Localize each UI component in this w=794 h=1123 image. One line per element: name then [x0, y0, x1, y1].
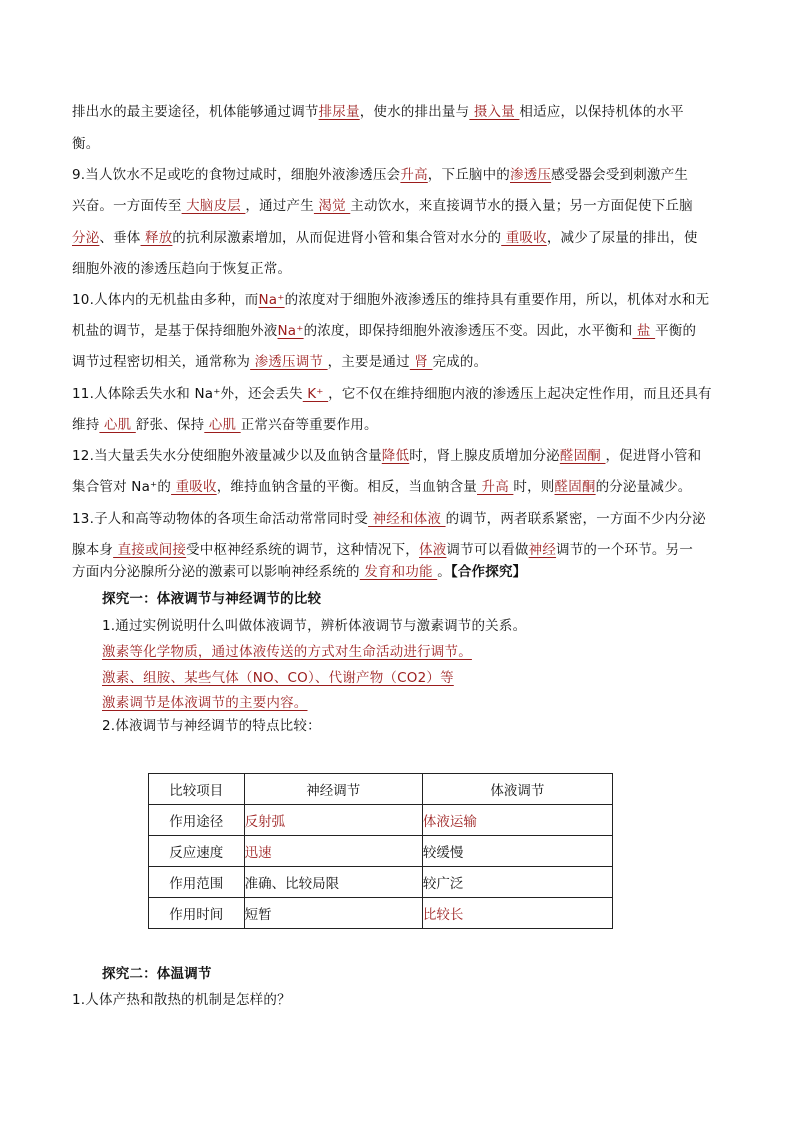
answer-blank: 降低	[381, 448, 410, 464]
table-row	[149, 898, 613, 929]
answer-blank: 分泌	[72, 230, 100, 246]
paragraph-11-line-2: 维持 心肌 舒张、保持 心肌 正常兴奋等重要作用。	[72, 417, 378, 433]
answer-blank: 渴觉	[313, 198, 351, 214]
table-cell-nerve: 准确、比较局限	[244, 867, 422, 898]
paragraph-9-line-3: 分泌、垂体 释放的抗利尿激素增加，从而促进肾小管和集合管对水分的 重吸收，减少了尿量的排出，使	[72, 230, 698, 246]
table-header-cell: 神经调节	[244, 774, 422, 805]
table-row-label: 反应速度	[149, 836, 245, 867]
table-row	[149, 867, 613, 898]
explore-1-question-2: 2.体液调节与神经调节的特点比较：	[102, 718, 321, 734]
answer-blank: 直接或间接	[113, 542, 187, 558]
section-heading-cooperative-inquiry: 【合作探究】	[450, 564, 527, 580]
explore-1-question-1: 1.通过实例说明什么叫做体液调节，辨析体液调节与激素调节的关系。	[102, 618, 527, 634]
answer-blank: 重吸收	[171, 479, 217, 495]
paragraph-13-line-2: 腺本身 直接或间接受中枢神经系统的调节，这种情况下，体液调节可以看做神经调节的一个环节。另一	[72, 542, 694, 558]
explore-1-answer-line-1: 激素等化学物质，通过体液传送的方式对生命活动进行调节。	[102, 644, 472, 660]
explore-1-answer-line-2: 激素、组胺、某些气体（NO、CO）、代谢产物（CO2）等	[102, 670, 454, 686]
answer-blank: 释放	[140, 230, 173, 246]
comparison-table	[148, 773, 613, 929]
table-cell-humoral: 较缓慢	[422, 836, 612, 867]
answer-blank: 神经和体液	[368, 511, 446, 527]
answer-blank: 渗透压调节	[250, 354, 328, 370]
paragraph-13-line-1: 13.子人和高等动物体的各项生命活动常常同时受 神经和体液 的调节，两者联系紧密，一方面不少内分泌	[72, 511, 706, 527]
table-cell-humoral: 比较长	[422, 898, 612, 929]
answer-blank: 升高	[400, 167, 428, 183]
paragraph-8-line-1: 排出水的最主要途径，机体能够通过调节排尿量，使水的排出量与 摄入量 相适应，以保持机体的水平	[72, 104, 684, 120]
answer-blank: 体液	[419, 542, 447, 558]
answer-blank: Na⁺	[258, 292, 285, 308]
paragraph-13-line-3: 方面内分泌腺所分泌的激素可以影响神经系统的 发育和功能 。【合作探究】	[72, 564, 527, 580]
answer-blank: 盐	[632, 323, 656, 339]
table-row-label: 作用途径	[149, 805, 245, 836]
answer-blank: 心肌	[204, 417, 241, 433]
table-cell-nerve: 迅速	[244, 836, 422, 867]
answer-blank: 心肌	[99, 417, 136, 433]
paragraph-10-line-2: 机盐的调节，是基于保持细胞外液Na⁺的浓度，即保持细胞外液渗透压不变。因此，水平衡和 盐 平衡的	[72, 323, 697, 339]
answer-blank: 大脑皮层	[181, 198, 246, 214]
explore-2-question-1: 1.人体产热和散热的机制是怎样的？	[72, 992, 291, 1008]
table-cell-humoral: 较广泛	[422, 867, 612, 898]
explore-1-title: 探究一：体液调节与神经调节的比较	[102, 591, 322, 607]
table-cell-humoral: 体液运输	[422, 805, 612, 836]
answer-blank: 醛固酮	[554, 479, 596, 495]
paragraph-12-line-1: 12.当大量丢失水分使细胞外液量减少以及血钠含量降低时，肾上腺皮质增加分泌醛固酮 ，促进肾小管和	[72, 448, 702, 464]
table-cell-nerve: 短暂	[244, 898, 422, 929]
paragraph-10-line-1: 10.人体内的无机盐由多种，而Na⁺的浓度对于细胞外液渗透压的维持具有重要作用，所以，机体对水和无	[72, 292, 710, 308]
answer-blank: 摄入量	[469, 104, 520, 120]
paragraph-11-line-1: 11.人体除丢失水和 Na⁺外，还会丢失 K⁺ ，它不仅在维持细胞内液的渗透压上起决定性作用，而且还具有	[72, 386, 712, 402]
table-row-label: 作用范围	[149, 867, 245, 898]
answer-blank: 升高	[477, 479, 514, 495]
table-row	[149, 836, 613, 867]
table-header-row	[149, 774, 613, 805]
paragraph-9-line-2: 兴奋。一方面传至 大脑皮层 ，通过产生 渴觉 主动饮水，来直接调节水的摄入量；另一方面促使下丘脑	[72, 198, 693, 214]
paragraph-9-line-1: 9.当人饮水不足或吃的食物过咸时，细胞外液渗透压会升高，下丘脑中的渗透压感受器会受到刺激产生	[72, 167, 689, 183]
paragraph-9-line-4: 细胞外液的渗透压趋向于恢复正常。	[72, 261, 292, 277]
answer-blank: 渗透压	[510, 167, 552, 183]
paragraph-8-line-2: 衡。	[72, 136, 100, 152]
table-row	[149, 805, 613, 836]
answer-blank: 肾	[409, 354, 433, 370]
answer-blank: 排尿量	[318, 104, 360, 120]
table-header-cell: 体液调节	[422, 774, 612, 805]
answer-blank: 重吸收	[501, 230, 547, 246]
table-header-cell: 比较项目	[149, 774, 245, 805]
paragraph-12-line-2: 集合管对 Na⁺的 重吸收，维持血钠含量的平衡。相反，当血钠含量 升高 时，则醛固酮的分泌量减少。	[72, 479, 692, 495]
answer-blank: 发育和功能	[359, 564, 438, 580]
explore-2-title: 探究二：体温调节	[102, 966, 212, 982]
answer-blank: K⁺	[302, 386, 329, 402]
paragraph-10-line-3: 调节过程密切相关，通常称为 渗透压调节 ，主要是通过 肾 完成的。	[72, 354, 488, 370]
explore-1-answer-line-3: 激素调节是体液调节的主要内容。	[102, 695, 308, 711]
answer-blank: 神经	[528, 542, 557, 558]
answer-blank: Na⁺	[277, 323, 304, 339]
table-cell-nerve: 反射弧	[244, 805, 422, 836]
answer-blank: 醛固酮	[559, 448, 606, 464]
table-row-label: 作用时间	[149, 898, 245, 929]
